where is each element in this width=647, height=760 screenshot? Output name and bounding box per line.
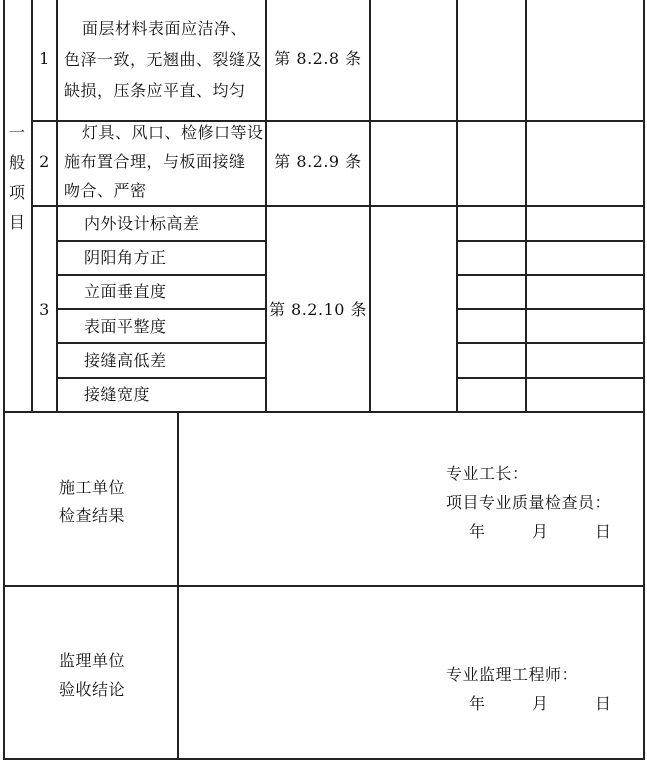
requirement-text: 吻合、严密 [64, 181, 147, 200]
grid-line [456, 274, 645, 276]
section-label-char: 目 [8, 213, 25, 232]
signature-line: 项目专业质量检查员： [446, 493, 612, 512]
grid-line [56, 342, 267, 344]
grid-line [456, 377, 645, 379]
requirement-text: 施布置合理，与板面接缝 [64, 152, 246, 171]
grid-line [456, 308, 645, 310]
supervision-label: 监理单位 [59, 651, 126, 670]
tolerance-item: 表面平整度 [84, 317, 167, 336]
date-day: 日 [595, 694, 612, 713]
signature-line: 专业监理工程师： [446, 665, 579, 684]
requirement-text: 灯具、风口、检修口等设 [82, 123, 264, 142]
row-number: 3 [39, 300, 50, 319]
tolerance-item: 接缝宽度 [84, 385, 151, 404]
tolerance-item: 接缝高低差 [84, 351, 167, 370]
signature-line: 专业工长： [446, 464, 529, 483]
construction-label: 施工单位 [59, 478, 126, 497]
tolerance-item: 立面垂直度 [84, 282, 167, 301]
grid-line [643, 0, 645, 760]
grid-line [3, 0, 5, 760]
requirement-text: 面层材料表面应洁净、 [82, 19, 248, 38]
construction-label: 检查结果 [59, 506, 126, 525]
date-year: 年 [469, 694, 486, 713]
grid-line [456, 342, 645, 344]
section-label-char: 项 [8, 183, 25, 202]
grid-line [3, 585, 645, 587]
date-month: 月 [532, 694, 549, 713]
grid-line [3, 411, 645, 413]
row-number: 2 [39, 152, 50, 171]
date-day: 日 [595, 522, 612, 541]
supervision-label: 验收结论 [59, 680, 126, 699]
requirement-text: 色泽一致，无翘曲、裂缝及 [64, 50, 263, 69]
grid-line [56, 308, 267, 310]
section-label [7, 118, 27, 238]
clause-reference: 第 8.2.10 条 [268, 300, 368, 319]
clause-reference: 第 8.2.8 条 [274, 49, 362, 68]
requirement-text: 缺损，压条应平直、均匀 [64, 81, 246, 100]
grid-line [456, 240, 645, 242]
date-year: 年 [469, 522, 486, 541]
section-label-char: 般 [8, 153, 25, 172]
tolerance-item: 阴阳角方正 [84, 248, 167, 267]
tolerance-item: 内外设计标高差 [84, 214, 200, 233]
section-label-char: 一 [8, 123, 25, 142]
row-number: 1 [39, 49, 50, 68]
clause-reference: 第 8.2.9 条 [274, 152, 362, 171]
date-month: 月 [532, 522, 549, 541]
